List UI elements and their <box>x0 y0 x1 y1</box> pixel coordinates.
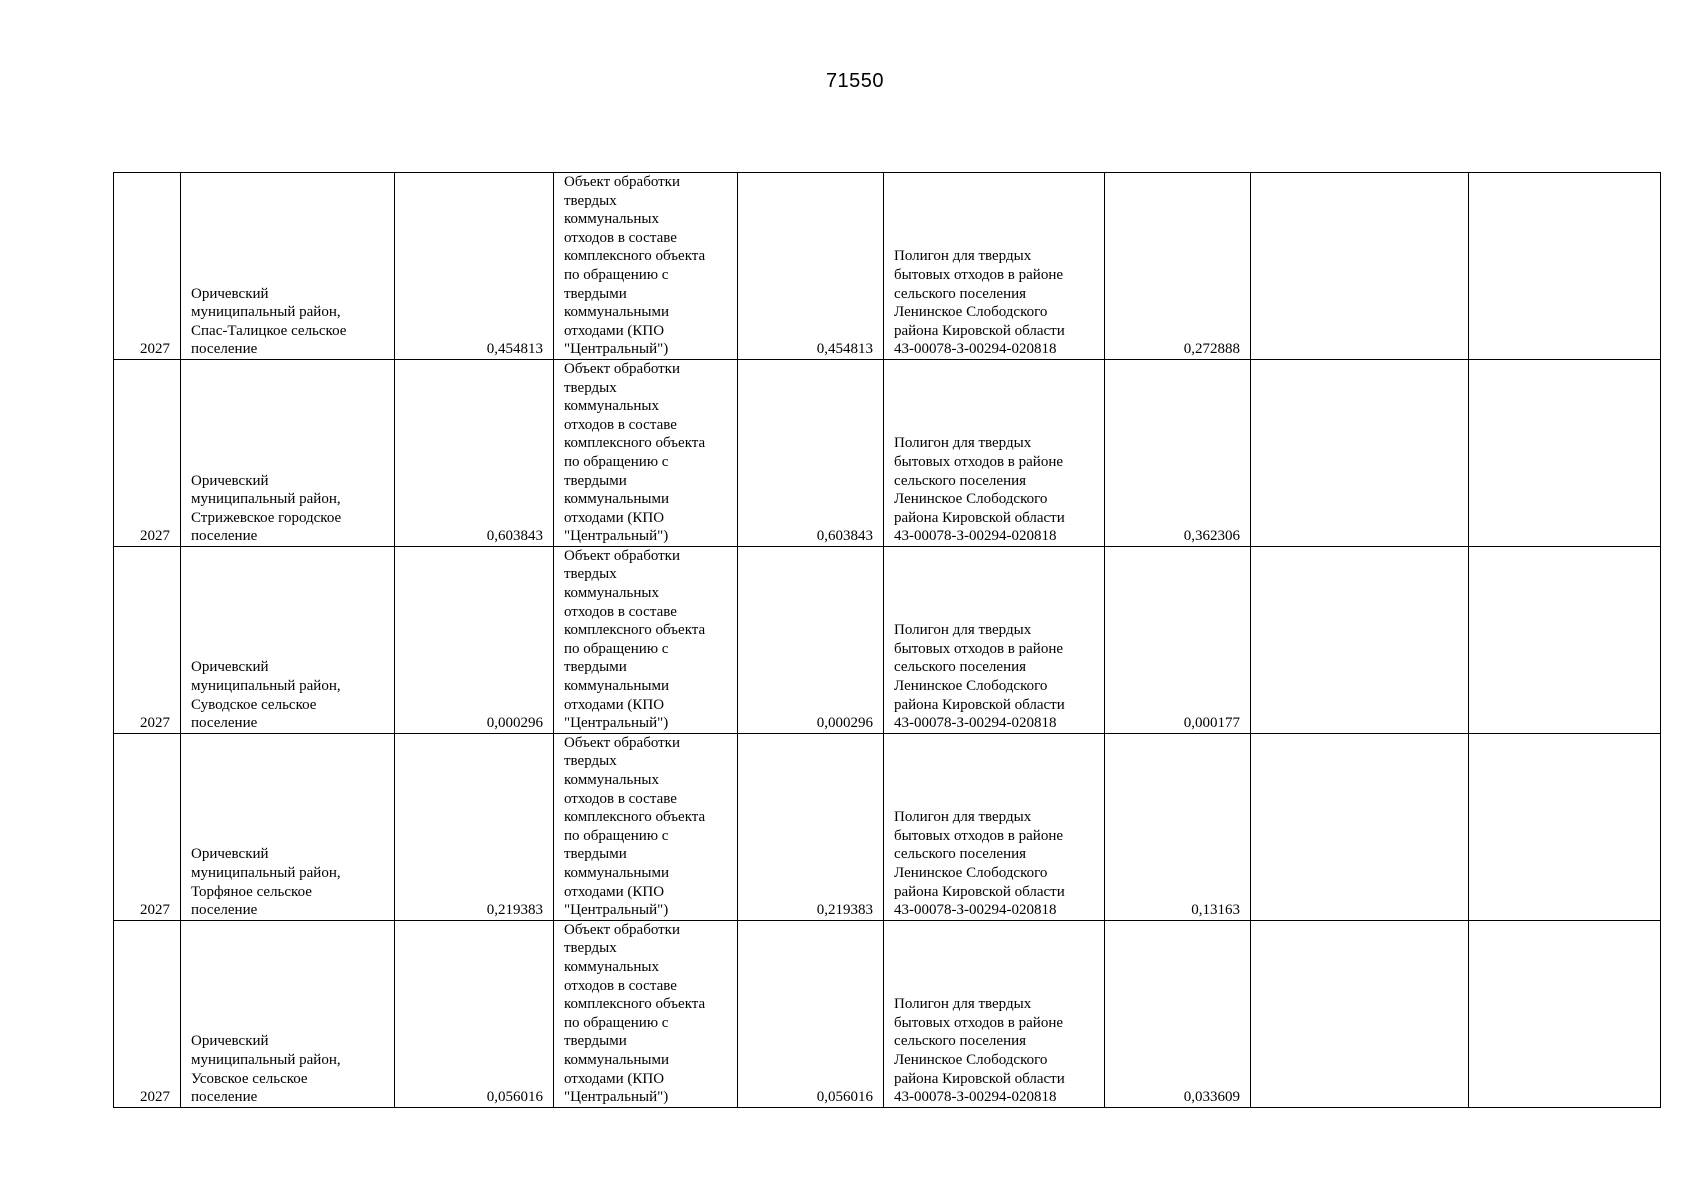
empty-cell <box>1469 546 1661 733</box>
processing-volume-cell: 0,603843 <box>738 359 884 546</box>
empty-cell <box>1469 733 1661 920</box>
processing-object-cell: Объект обработки твердых коммунальных отходов в составе комплексного объекта по обращению с твердыми коммунальными отходами (КПО "Центральный") <box>554 359 738 546</box>
year-cell: 2027 <box>114 546 181 733</box>
disposal-volume-cell: 0,13163 <box>1105 733 1251 920</box>
empty-cell <box>1251 359 1469 546</box>
empty-cell <box>1469 359 1661 546</box>
municipality-cell: Оричевский муниципальный район, Спас-Талицкое сельское поселение <box>181 173 395 360</box>
disposal-object-cell: Полигон для твердых бытовых отходов в районе сельского поселения Ленинское Слободского района Кировской области 43-00078-З-00294-020818 <box>884 173 1105 360</box>
disposal-object-cell: Полигон для твердых бытовых отходов в районе сельского поселения Ленинское Слободского района Кировской области 43-00078-З-00294-020818 <box>884 359 1105 546</box>
municipality-cell: Оричевский муниципальный район, Торфяное сельское поселение <box>181 733 395 920</box>
processing-volume-cell: 0,454813 <box>738 173 884 360</box>
empty-cell <box>1469 173 1661 360</box>
disposal-object-cell: Полигон для твердых бытовых отходов в районе сельского поселения Ленинское Слободского района Кировской области 43-00078-З-00294-020818 <box>884 920 1105 1107</box>
waste-flow-table <box>113 172 1661 1108</box>
page-number: 71550 <box>825 70 885 92</box>
year-cell: 2027 <box>114 920 181 1107</box>
processing-object-cell: Объект обработки твердых коммунальных отходов в составе комплексного объекта по обращению с твердыми коммунальными отходами (КПО "Центральный") <box>554 733 738 920</box>
empty-cell <box>1251 920 1469 1107</box>
disposal-object-cell: Полигон для твердых бытовых отходов в районе сельского поселения Ленинское Слободского района Кировской области 43-00078-З-00294-020818 <box>884 733 1105 920</box>
year-cell: 2027 <box>114 733 181 920</box>
volume-cell: 0,603843 <box>395 359 554 546</box>
processing-object-cell: Объект обработки твердых коммунальных отходов в составе комплексного объекта по обращению с твердыми коммунальными отходами (КПО "Центральный") <box>554 546 738 733</box>
municipality-cell: Оричевский муниципальный район, Стрижевское городское поселение <box>181 359 395 546</box>
table-row <box>114 546 1661 733</box>
disposal-volume-cell: 0,033609 <box>1105 920 1251 1107</box>
disposal-volume-cell: 0,362306 <box>1105 359 1251 546</box>
processing-object-cell: Объект обработки твердых коммунальных отходов в составе комплексного объекта по обращению с твердыми коммунальными отходами (КПО "Центральный") <box>554 173 738 360</box>
processing-volume-cell: 0,219383 <box>738 733 884 920</box>
disposal-volume-cell: 0,272888 <box>1105 173 1251 360</box>
municipality-cell: Оричевский муниципальный район, Суводское сельское поселение <box>181 546 395 733</box>
processing-volume-cell: 0,000296 <box>738 546 884 733</box>
year-cell: 2027 <box>114 359 181 546</box>
municipality-cell: Оричевский муниципальный район, Усовское сельское поселение <box>181 920 395 1107</box>
disposal-volume-cell: 0,000177 <box>1105 546 1251 733</box>
volume-cell: 0,000296 <box>395 546 554 733</box>
empty-cell <box>1251 733 1469 920</box>
table-row <box>114 920 1661 1107</box>
empty-cell <box>1469 920 1661 1107</box>
processing-object-cell: Объект обработки твердых коммунальных отходов в составе комплексного объекта по обращению с твердыми коммунальными отходами (КПО "Центральный") <box>554 920 738 1107</box>
disposal-object-cell: Полигон для твердых бытовых отходов в районе сельского поселения Ленинское Слободского района Кировской области 43-00078-З-00294-020818 <box>884 546 1105 733</box>
volume-cell: 0,454813 <box>395 173 554 360</box>
table-row <box>114 733 1661 920</box>
volume-cell: 0,056016 <box>395 920 554 1107</box>
empty-cell <box>1251 173 1469 360</box>
table-row <box>114 173 1661 360</box>
table-row <box>114 359 1661 546</box>
volume-cell: 0,219383 <box>395 733 554 920</box>
empty-cell <box>1251 546 1469 733</box>
processing-volume-cell: 0,056016 <box>738 920 884 1107</box>
year-cell: 2027 <box>114 173 181 360</box>
